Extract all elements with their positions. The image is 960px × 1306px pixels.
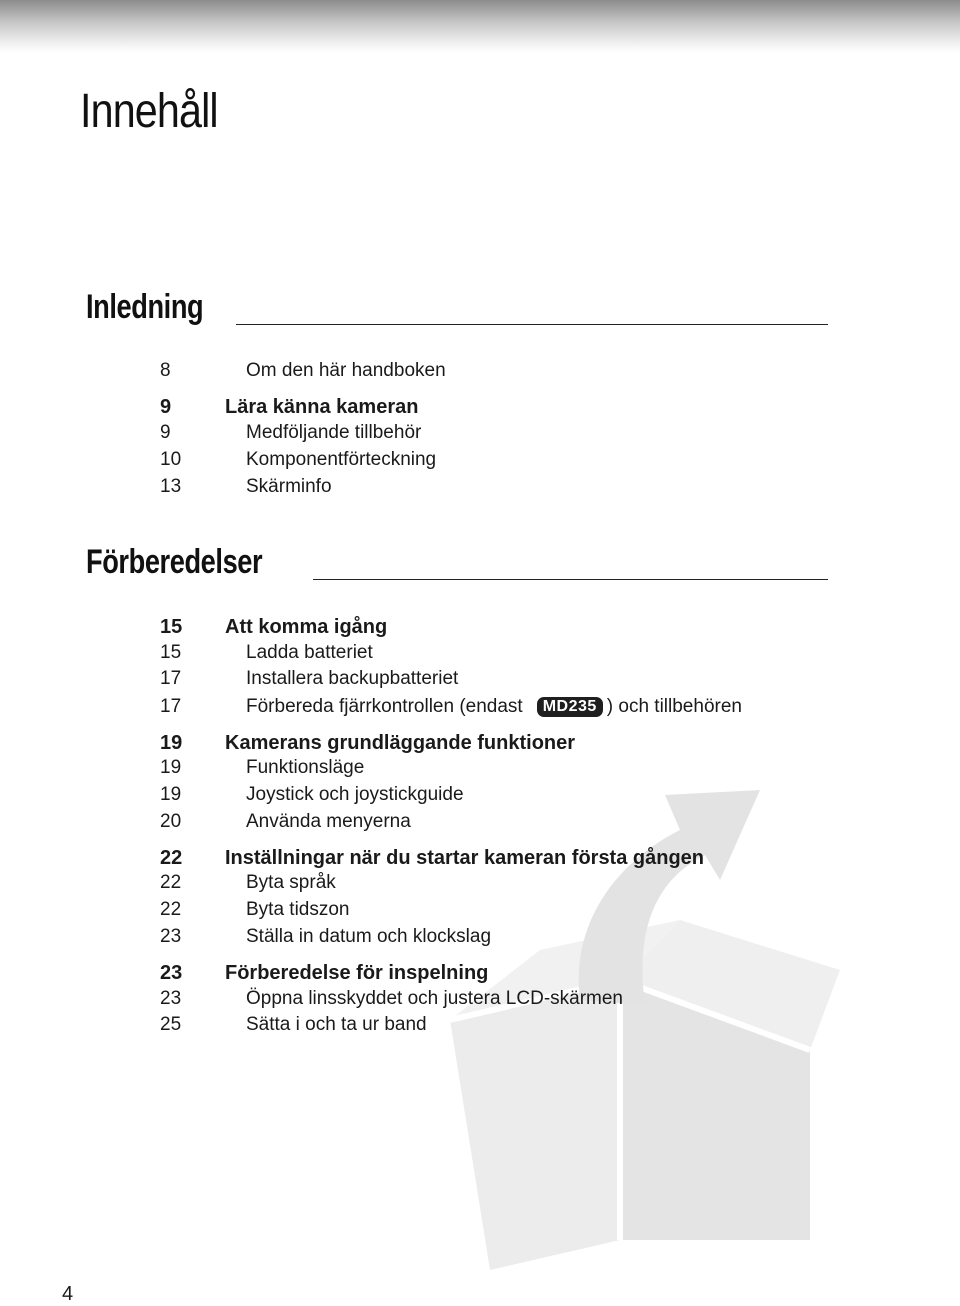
toc-page-number: 19 xyxy=(160,732,183,754)
toc-entry-text: Använda menyerna xyxy=(246,811,411,832)
toc-entry-text: Lära känna kameran xyxy=(225,396,419,418)
toc-page-number: 25 xyxy=(160,1014,182,1035)
toc-entry-text: Inställningar när du startar kameran första gången xyxy=(225,847,705,869)
toc-entry-text: Sätta i och ta ur band xyxy=(246,1014,427,1035)
toc-page-number: 22 xyxy=(160,847,183,869)
toc-entry-text: Att komma igång xyxy=(225,616,388,638)
toc-page-number: 19 xyxy=(160,757,182,778)
page-number: 4 xyxy=(62,1283,74,1305)
toc-page-number: 23 xyxy=(160,962,183,984)
toc-entry[interactable] xyxy=(0,783,960,807)
toc-entry[interactable] xyxy=(0,756,960,780)
toc-entry[interactable] xyxy=(0,421,960,445)
toc-entry[interactable] xyxy=(0,810,960,834)
toc-entry-major[interactable] xyxy=(0,395,960,419)
toc-entry[interactable] xyxy=(0,667,960,691)
page-title: Innehåll xyxy=(80,85,218,138)
toc-page-number: 20 xyxy=(160,811,182,832)
toc-entry-text: Funktionsläge xyxy=(246,757,365,778)
toc-entry-text: Förberedelse för inspelning xyxy=(225,962,489,984)
toc-page-number: 17 xyxy=(160,668,182,689)
toc-page-number: 23 xyxy=(160,926,182,947)
toc-entry-major[interactable] xyxy=(0,731,960,755)
toc-entry-text-after: ) och tillbehören xyxy=(606,696,742,717)
toc-entry-text: Medföljande tillbehör xyxy=(246,422,422,443)
toc-entry-text: Om den här handboken xyxy=(246,360,446,381)
toc-entry-text: Joystick och joystickguide xyxy=(246,784,464,805)
toc-page-number: 15 xyxy=(160,642,182,663)
toc-entry-major[interactable] xyxy=(0,846,960,870)
toc-entry[interactable] xyxy=(0,1013,960,1037)
toc-entry[interactable] xyxy=(0,898,960,922)
toc-entry-text xyxy=(246,695,742,719)
toc-entry-text-before: Förbereda fjärrkontrollen (endast xyxy=(246,696,523,717)
header-gradient-bar xyxy=(0,0,960,52)
toc-page-number: 10 xyxy=(160,449,182,470)
heading-rule xyxy=(313,579,828,580)
toc-page-number: 13 xyxy=(160,476,182,497)
toc-page-number: 15 xyxy=(160,616,183,638)
toc-entry-text: Ställa in datum och klockslag xyxy=(246,926,492,947)
section-heading-label: Inledning xyxy=(86,288,204,326)
toc-entry[interactable] xyxy=(0,448,960,472)
toc-page-number: 9 xyxy=(160,422,171,443)
toc-entry-text: Komponentförteckning xyxy=(246,449,437,470)
toc-entry-text: Skärminfo xyxy=(246,476,332,497)
toc-entry[interactable] xyxy=(0,987,960,1011)
toc-page-number: 23 xyxy=(160,988,182,1009)
toc-page-number: 22 xyxy=(160,872,182,893)
toc-entry[interactable] xyxy=(0,925,960,949)
toc-entry-text: Ladda batteriet xyxy=(246,642,373,663)
toc-entry-major[interactable] xyxy=(0,961,960,985)
toc-entry-text: Byta språk xyxy=(246,872,336,893)
toc-entry[interactable] xyxy=(0,871,960,895)
toc-page-number: 9 xyxy=(160,396,172,418)
toc-page-number: 19 xyxy=(160,784,182,805)
toc-entry-text: Installera backupbatteriet xyxy=(246,668,459,689)
toc-entry[interactable] xyxy=(0,641,960,665)
toc-page-number: 22 xyxy=(160,899,182,920)
toc-entry[interactable] xyxy=(0,475,960,499)
heading-rule xyxy=(236,324,828,325)
model-badge: MD235 xyxy=(537,697,603,717)
toc-entry-text: Öppna linsskyddet och justera LCD-skärmen xyxy=(246,988,624,1009)
section-heading-forberedelser xyxy=(86,543,836,583)
toc-entry-major[interactable] xyxy=(0,615,960,639)
toc-entry-text: Byta tidszon xyxy=(246,899,350,920)
section-heading-inledning xyxy=(86,288,836,328)
section-heading-label: Förberedelser xyxy=(86,543,263,581)
toc-entry[interactable] xyxy=(0,695,960,719)
toc-page-number: 8 xyxy=(160,360,171,381)
toc-page-number: 17 xyxy=(160,696,182,717)
toc-entry-text: Kamerans grundläggande funktioner xyxy=(225,732,576,754)
toc-entry[interactable] xyxy=(0,359,960,383)
